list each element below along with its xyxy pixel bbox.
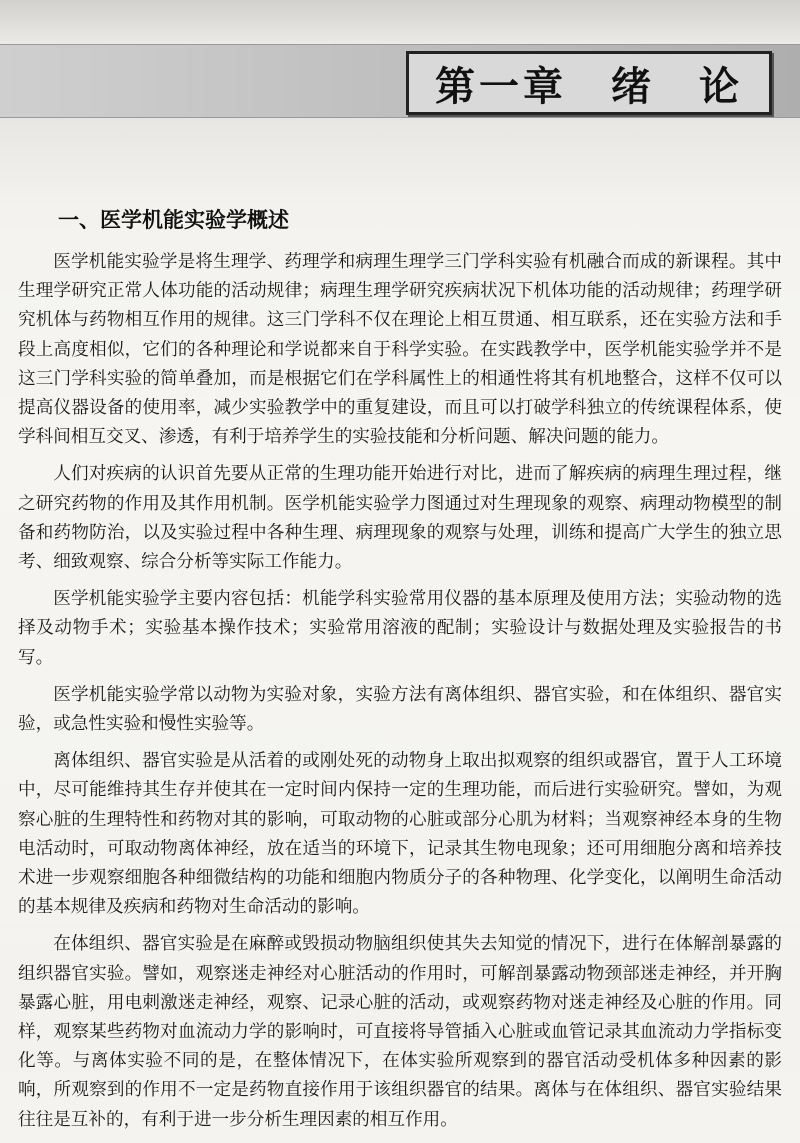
chapter-title-box <box>406 51 772 115</box>
paragraph-in-vivo: 在体组织、器官实验是在麻醉或毁损动物脑组织使其失去知觉的情况下，进行在体解剖暴露的组织器官实验。譬如，观察迷走神经对心脏活动的作用时，可解剖暴露动物颈部迷走神经，并开胸暴露心脏，用电刺激迷走神经，观察、记录心脏的活动，或观察药物对迷走神经及心脏的作用。同样，观察某些药物对血流动力学的影响时，可直接将导管插入心脏或血管记录其血流动力学指标变化等。与离体实验不同的是，在整体情况下，在体实验所观察到的器官活动受机体多种因素的影响，所观察到的作用不一定是药物直接作用于该组织器官的结果。离体与在体组织、器官实验结果往往是互补的，有利于进一步分析生理因素的相互作用。 <box>18 934 782 1130</box>
paragraph-main-content: 医学机能实验学主要内容包括：机能学科实验常用仪器的基本原理及使用方法；实验动物的选择及动物手术；实验基本操作技术；实验常用溶液的配制；实验设计与数据处理及实验报告的书写。 <box>18 589 782 668</box>
paragraph-disease-understanding: 人们对疾病的认识首先要从正常的生理功能开始进行对比，进而了解疾病的病理生理过程，继之研究药物的作用及其作用机制。医学机能实验学力图通过对生理现象的观察、病理动物模型的制备和药物防治，以及实验过程中各种生理、病理现象的观察与处理，训练和提高广大学生的独立思考、细致观察、综合分析等实际工作能力。 <box>18 464 782 573</box>
chapter-title: 第一章 绪 论 <box>435 63 743 110</box>
chapter-header-band <box>0 44 800 118</box>
paragraph-intro: 医学机能实验学是将生理学、药理学和病理生理学三门学科实验有机融合而成的新课程。其中生理学研究正常人体功能的活动规律；病理生理学研究疾病状况下机体功能的活动规律；药理学研究机体与药物相互作用的规律。这三门学科不仅在理论上相互贯通、相互联系，还在实验方法和手段上高度相似，它们的各种理论和学说都来自于科学实验。在实践教学中，医学机能实验学并不是这三门学科实验的简单叠加，而是根据它们在学科属性上的相通性将其有机地整合，这样不仅可以提高仪器设备的使用率，减少实验教学中的重复建设，而且可以打破学科独立的传统课程体系，使学科间相互交叉、渗透，有利于培养学生的实验技能和分析问题、解决问题的能力。 <box>18 252 782 448</box>
section-heading: 一、医学机能实验学概述 <box>58 208 289 232</box>
previous-page-bleed-through <box>0 0 800 44</box>
body-text <box>18 248 782 1143</box>
bleed-through-shadow <box>0 118 800 208</box>
paragraph-experiment-objects: 医学机能实验学常以动物为实验对象，实验方法有离体组织、器官实验，和在体组织、器官实验，或急性实验和慢性实验等。 <box>18 684 782 735</box>
paragraph-in-vitro: 离体组织、器官实验是从活着的或刚处死的动物身上取出拟观察的组织或器官，置于人工环境中，尽可能维持其生存并使其在一定时间内保持一定的生理功能，而后进行实验研究。譬如，为观察心脏的生理特性和药物对其的影响，可取动物的心脏或部分心肌为材料；当观察神经本身的生物电活动时，可取动物离体神经，放在适当的环境下，记录其生物电现象；还可用细胞分离和培养技术进一步观察细胞各种细微结构的功能和细胞内物质分子的各种物理、化学变化，以阐明生命活动的基本规律及疾病和药物对生命活动的影响。 <box>18 751 782 918</box>
